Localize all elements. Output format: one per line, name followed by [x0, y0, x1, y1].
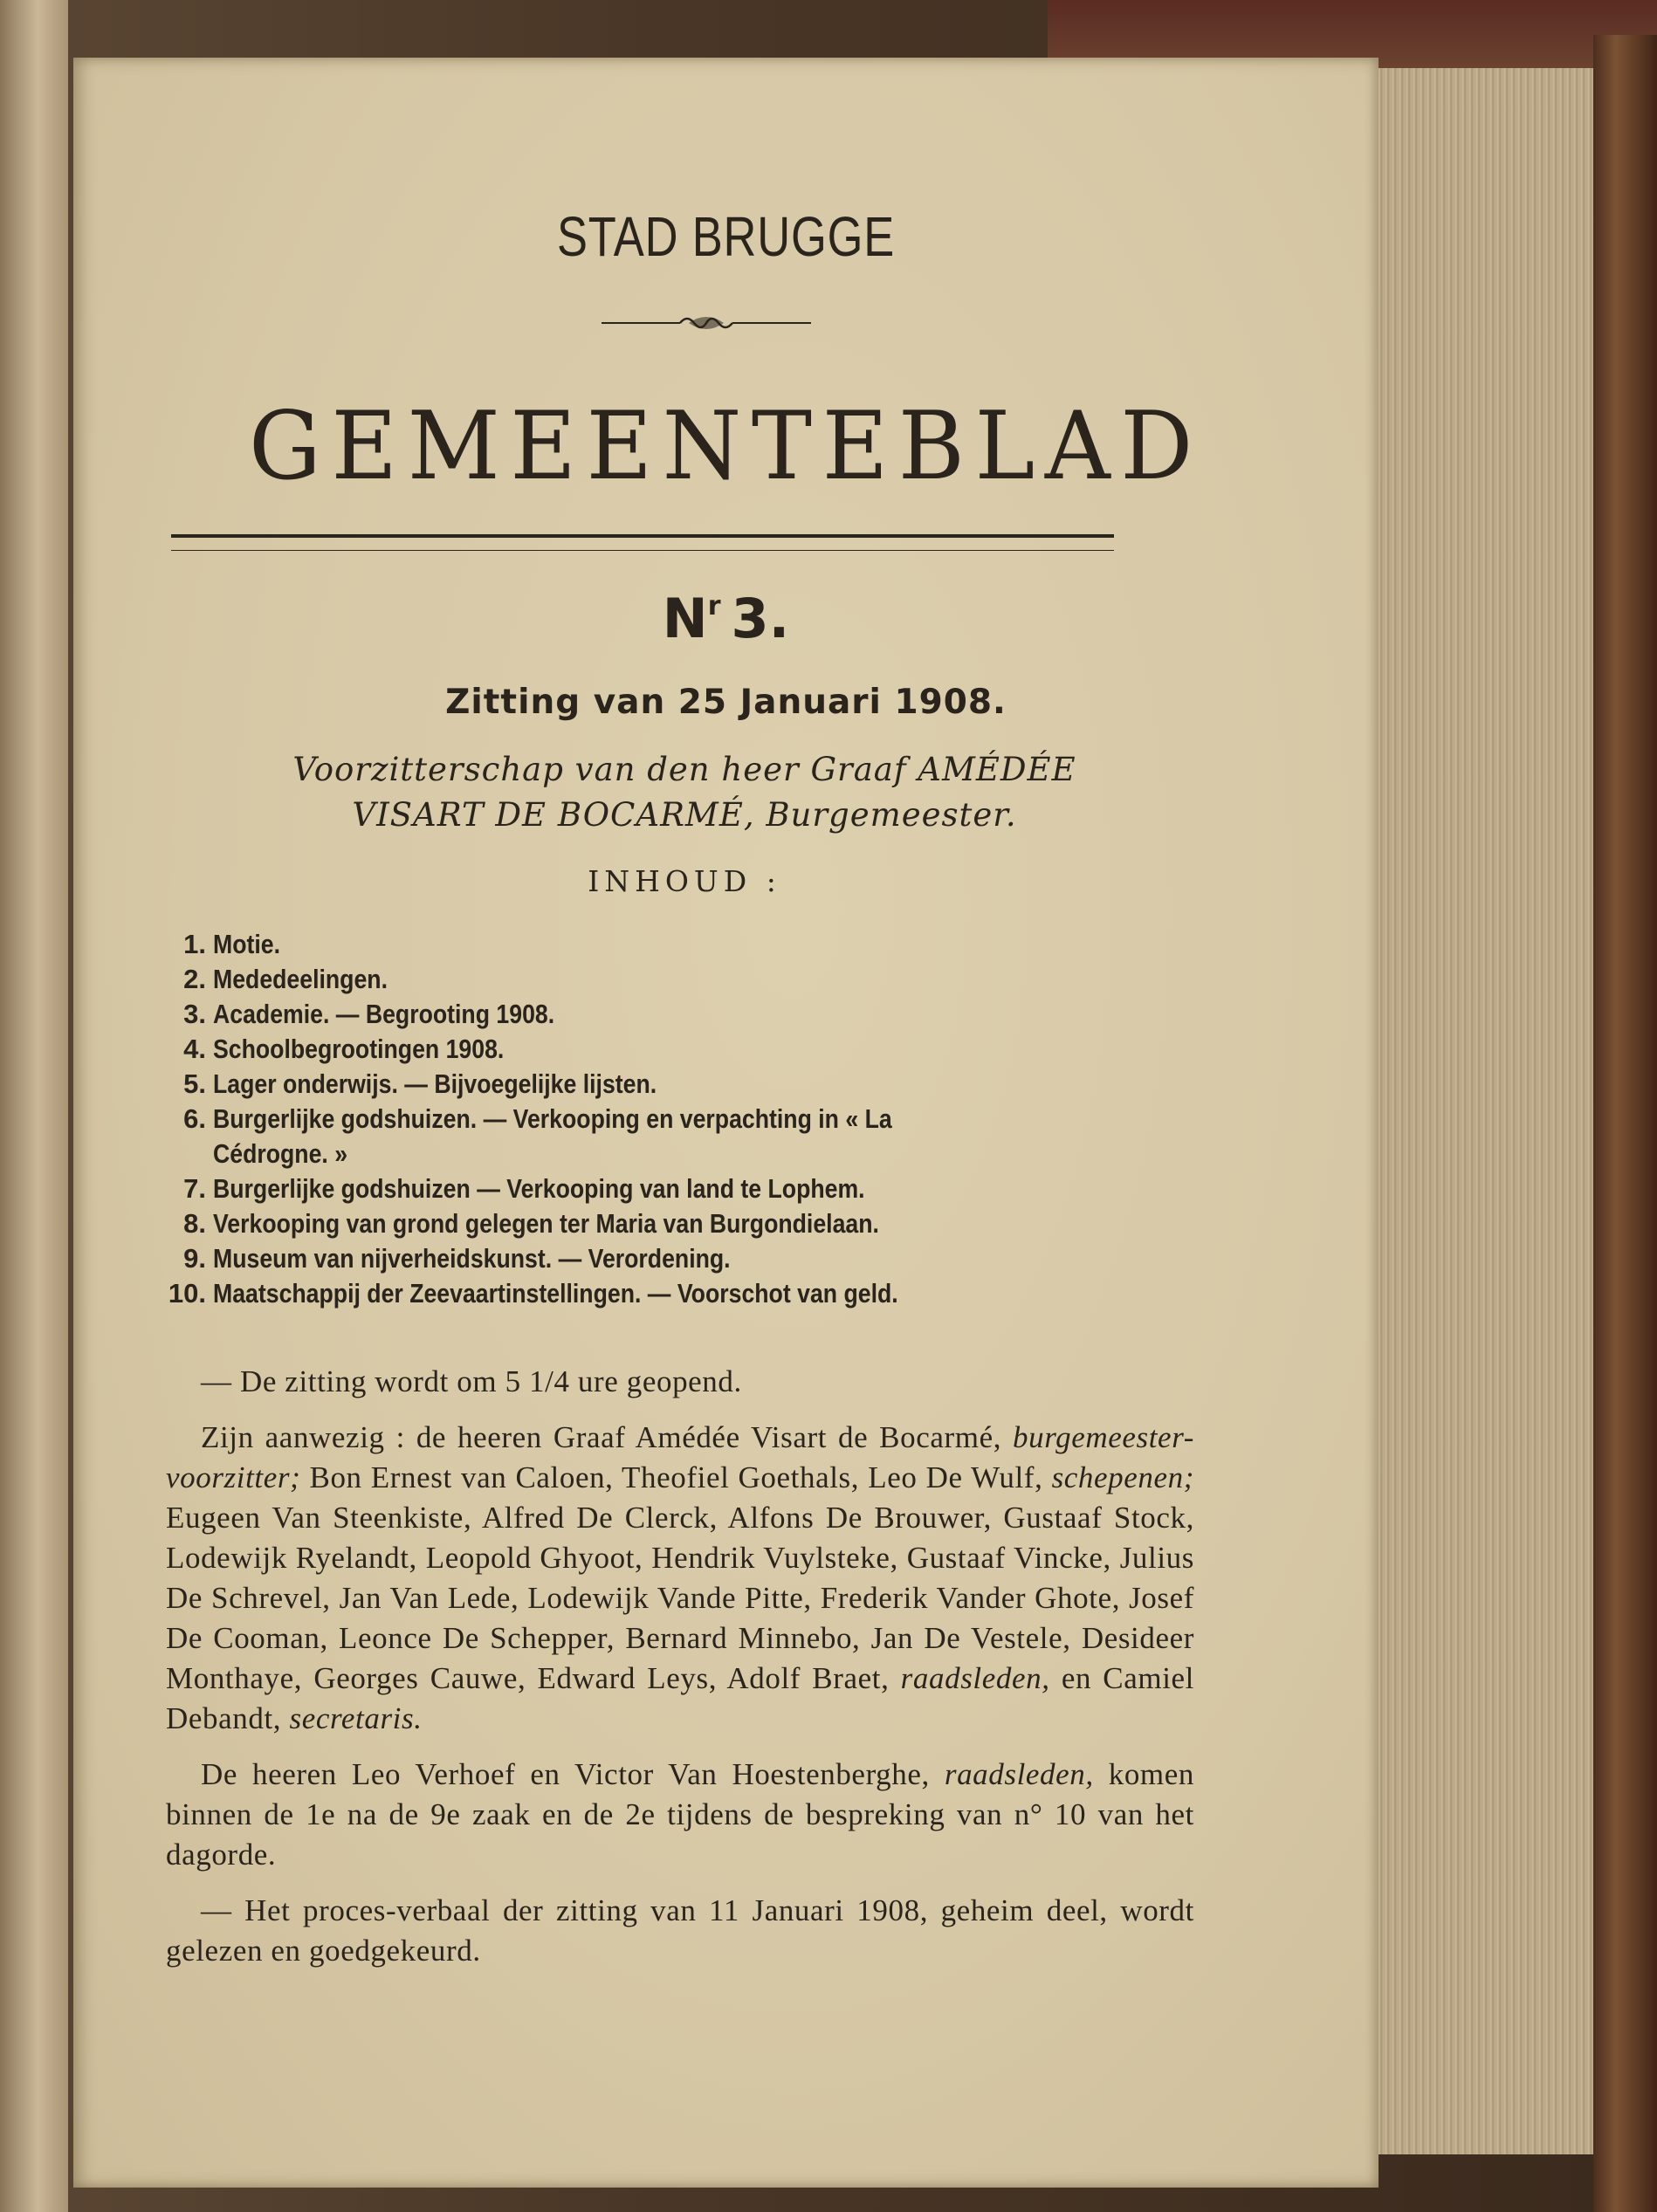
double-rule-divider: [171, 534, 1114, 551]
minutes-body: [166, 1362, 1194, 1987]
list-item-text: Museum van nijverheidskunst. — Verordening.: [213, 1243, 731, 1274]
publication-title: GEMEENTEBLAD: [249, 392, 1203, 501]
issue-number-sup: r: [707, 591, 721, 622]
book-cover-spine: [1593, 35, 1657, 2212]
attendance-aldermen: Bon Ernest van Caloen, Theofiel Goethals, Leo De Wulf,: [300, 1460, 1052, 1494]
session-title: Zitting van 25 Januari 1908.: [445, 683, 1007, 722]
role-councillors: raadsleden,: [900, 1661, 1050, 1695]
list-item-text: Schoolbegrootingen 1908.: [213, 1034, 505, 1064]
list-item: [169, 1171, 1226, 1206]
paragraph-attendance: [166, 1418, 1194, 1739]
city-title: STAD BRUGGE: [556, 205, 896, 268]
list-item-number: 10.: [168, 1278, 206, 1309]
attendance-intro: Zijn aanwezig : de heeren Graaf Amédée Visart de Bocarmé,: [201, 1420, 1002, 1454]
list-item-number: 6.: [183, 1103, 206, 1134]
list-item-number: 3.: [183, 999, 206, 1029]
list-item-number: 4.: [183, 1034, 206, 1064]
contents-heading: INHOUD :: [588, 864, 781, 898]
paragraph-minutes-approval: — Het proces-verbaal der zitting van 11 Januari 1908, geheim deel, wordt gelezen en goedgekeurd.: [166, 1893, 1194, 1968]
latecomers-names: De heeren Leo Verhoef en Victor Van Hoestenberghe,: [201, 1757, 945, 1791]
paragraph-latecomers: [166, 1755, 1194, 1875]
paragraph-opening: — De zitting wordt om 5 1/4 ure geopend.: [201, 1364, 742, 1398]
list-item: [169, 1067, 1226, 1102]
contents-list: [169, 927, 1226, 1311]
list-item: [169, 1276, 1226, 1311]
list-item: [169, 962, 1226, 997]
list-item-number: 7.: [183, 1173, 206, 1204]
list-item-number: 9.: [183, 1243, 206, 1274]
attendance-councillors: Eugeen Van Steenkiste, Alfred De Clerck, Alfons De Brouwer, Gustaaf Stock, Lodewijk Ryelandt, Leopold Ghyoot, Hendrik Vuylsteke, Gustaaf Vincke, Julius De Schrevel, Jan Van Lede, Lodewijk Vande Pitte, Frederik Vander Ghote, Josef De Cooman, Leonce De Schepper, Bernard Minnebo, Jan De Vestele, Desideer Monthaye, Georges Cauwe, Edward Leys, Adolf Braet,: [166, 1501, 1194, 1695]
list-item: [169, 1241, 1226, 1276]
list-item-number: 1.: [183, 929, 206, 959]
list-item-text: Maatschappij der Zeevaartinstellingen. — Voorschot van geld.: [213, 1278, 898, 1309]
role-mayor: burgemeester-voorzitter;: [166, 1420, 1194, 1494]
list-item-text: Mededeelingen.: [213, 964, 388, 994]
ornament-divider: [597, 306, 815, 340]
list-item-text: Academie. — Begrooting 1908.: [213, 999, 555, 1029]
role-latecomers: raadsleden,: [944, 1757, 1094, 1791]
issue-number: [73, 587, 1379, 650]
previous-page-edge: [0, 0, 68, 2212]
attendance-secretary: en Camiel Debandt,: [166, 1661, 1194, 1735]
issue-number-prefix: N: [662, 587, 708, 650]
list-item-continuation: Cédrogne. »: [213, 1138, 348, 1169]
list-item: [169, 1206, 1226, 1241]
list-item: [169, 997, 1226, 1032]
latecomers-detail: komen binnen de 1e na de 9e zaak en de 2e tijdens de bespreking van n° 10 van het dagorde.: [166, 1757, 1194, 1872]
list-item-number: 2.: [183, 964, 206, 994]
list-item-number: 8.: [183, 1208, 206, 1239]
document-page: [73, 58, 1379, 2188]
list-item-text: Verkooping van grond gelegen ter Maria van Burgondielaan.: [213, 1208, 879, 1239]
list-item-text: Motie.: [213, 929, 281, 959]
issue-number-value: 3.: [731, 587, 790, 650]
chairmanship: [161, 747, 1208, 838]
page-stack-edge: [1375, 68, 1595, 2154]
list-item-text: Burgerlijke godshuizen — Verkooping van land te Lophem.: [213, 1173, 865, 1204]
list-item: [169, 927, 1226, 962]
role-aldermen: schepenen;: [1051, 1460, 1194, 1494]
list-item-number: 5.: [183, 1068, 206, 1099]
list-item-text: Lager onderwijs. — Bijvoegelijke lijsten.: [213, 1068, 657, 1099]
list-item: [169, 1102, 1226, 1171]
chairmanship-line-1: Voorzitterschap van den heer Graaf AMÉDÉE: [292, 751, 1076, 788]
list-item: [169, 1032, 1226, 1067]
list-item-text: Burgerlijke godshuizen. — Verkooping en verpachting in « La: [213, 1103, 892, 1134]
chairmanship-line-2: VISART DE BOCARMÉ, Burgemeester.: [352, 796, 1017, 834]
role-secretary: secretaris.: [289, 1701, 423, 1735]
